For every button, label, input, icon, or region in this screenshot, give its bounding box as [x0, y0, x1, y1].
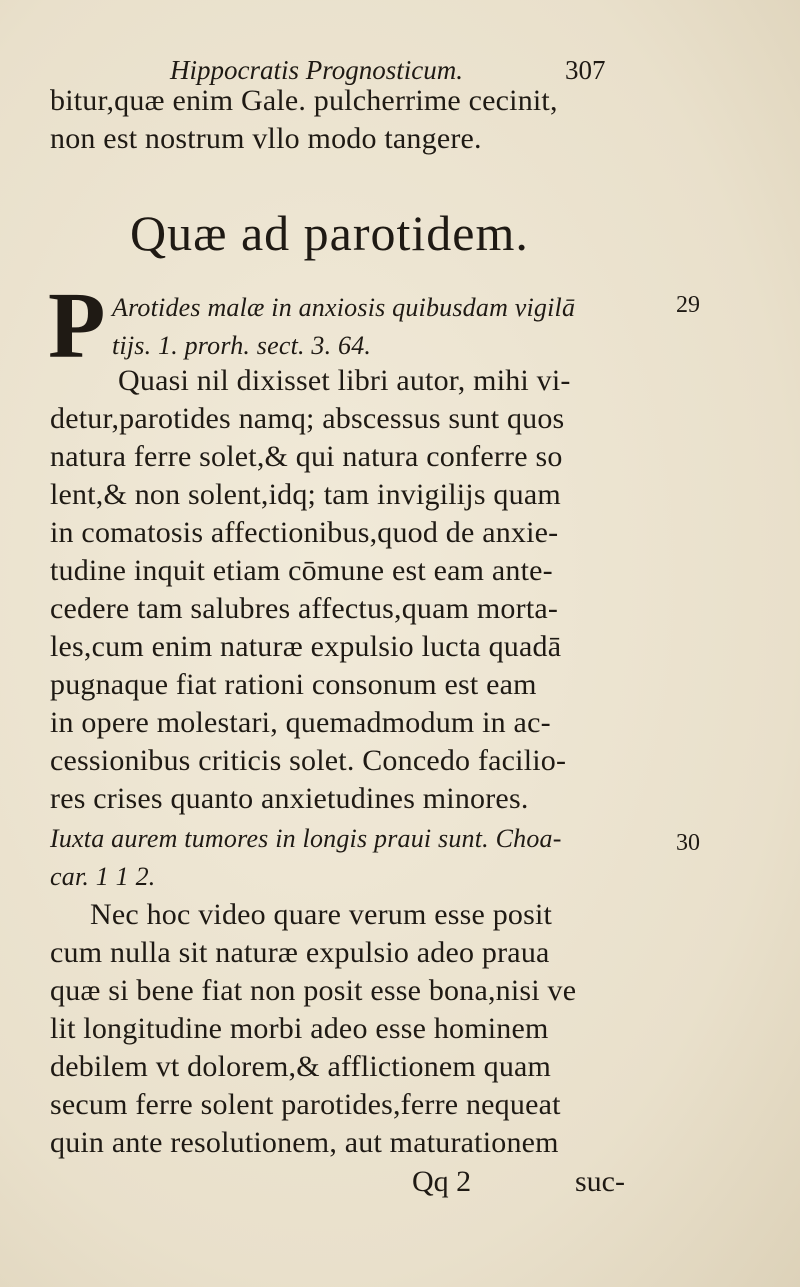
aphorism-line: car. 1 1 2. — [50, 862, 156, 891]
running-title: Hippocratis Prognosticum. — [170, 55, 463, 85]
commentary-line: in opere molestari, quemadmodum in ac- — [50, 706, 551, 739]
margin-number: 29 — [676, 292, 700, 318]
commentary-line: in comatosis affectionibus,quod de anxie- — [50, 516, 559, 549]
commentary-line: cedere tam salubres affectus,quam morta- — [50, 592, 559, 625]
commentary-line: natura ferre solet,& qui natura conferre so — [50, 440, 563, 473]
aphorism-line: tijs. 1. prorh. sect. 3. 64. — [112, 331, 372, 360]
intro-line: non est nostrum vllo modo tangere. — [50, 122, 482, 155]
section-title: Quæ ad parotidem. — [130, 205, 529, 261]
commentary-line: cessionibus criticis solet. Concedo facilio- — [50, 744, 567, 777]
commentary-line: lent,& non solent,idq; tam invigilijs quam — [50, 478, 561, 511]
signature-mark: Qq 2 — [412, 1165, 472, 1198]
commentary-line: Quasi nil dixisset libri autor, mihi vi- — [118, 364, 571, 397]
commentary-line: cum nulla sit naturæ expulsio adeo praua — [50, 936, 550, 969]
commentary-line: debilem vt dolorem,& afflictionem quam — [50, 1050, 552, 1083]
catchword: suc- — [575, 1165, 625, 1198]
commentary-line: secum ferre solent parotides,ferre nequeat — [50, 1088, 561, 1121]
intro-line: bitur,quæ enim Gale. pulcherrime cecinit, — [50, 84, 558, 117]
commentary-line: res crises quanto anxietudines minores. — [50, 782, 529, 815]
commentary-line: lit longitudine morbi adeo esse hominem — [50, 1012, 549, 1045]
margin-number: 30 — [676, 830, 700, 856]
page-number: 307 — [565, 55, 606, 85]
aphorism-line: Arotides malæ in anxiosis quibusdam vigilā — [112, 293, 576, 322]
commentary-line: quæ si bene fiat non posit esse bona,nisi ve — [50, 974, 577, 1007]
commentary-line: les,cum enim naturæ expulsio lucta quadā — [50, 630, 562, 663]
aphorism-line: Iuxta aurem tumores in longis praui sunt. Choa- — [50, 824, 562, 853]
commentary-line: quin ante resolutionem, aut maturationem — [50, 1126, 559, 1159]
drop-cap: P — [48, 274, 106, 378]
commentary-line: pugnaque fiat rationi consonum est eam — [50, 668, 537, 701]
commentary-line: detur,parotides namq; abscessus sunt quos — [50, 402, 565, 435]
commentary-line: Nec hoc video quare verum esse posit — [90, 898, 553, 931]
commentary-line: tudine inquit etiam cōmune est eam ante- — [50, 554, 553, 587]
